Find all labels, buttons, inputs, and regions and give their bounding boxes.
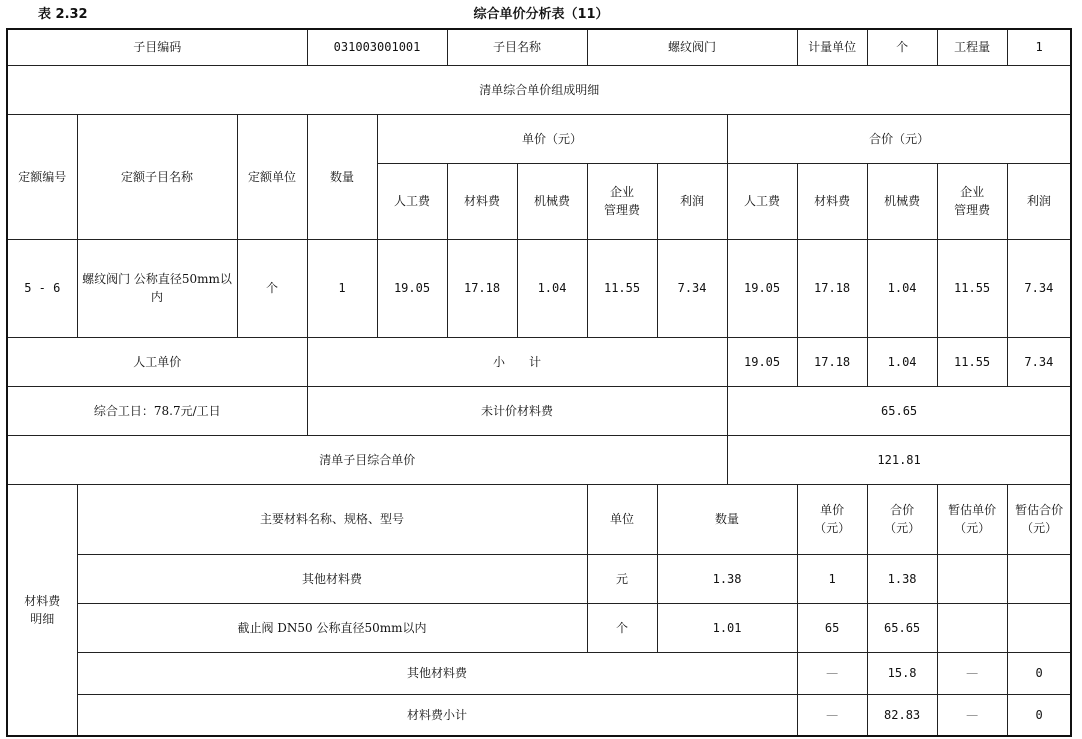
col-quota-name: 定额子目名称 bbox=[77, 114, 237, 239]
col-unit-price-group: 单价（元） bbox=[377, 114, 727, 163]
table-number: 表 2.32 bbox=[38, 7, 88, 22]
col-up-mgmt-l2: 管理费 bbox=[604, 203, 641, 217]
other-materials-total: 15.8 bbox=[867, 652, 937, 694]
mat-qty: 1.01 bbox=[657, 603, 797, 652]
col-tp-mgmt-l1: 企业 bbox=[960, 185, 985, 199]
mat-col-est-total-l2: （元） bbox=[1021, 521, 1058, 535]
workday-row bbox=[7, 386, 1071, 435]
mat-est-unit bbox=[937, 603, 1007, 652]
up-material-value: 17.18 bbox=[447, 239, 517, 337]
mat-col-unit-price-l2: （元） bbox=[814, 521, 851, 535]
composite-price-row bbox=[7, 435, 1071, 484]
col-up-machine: 机械费 bbox=[517, 163, 587, 239]
materials-subtotal-label: 材料费小计 bbox=[77, 694, 797, 736]
qty-label: 工程量 bbox=[937, 29, 1007, 65]
mat-qty: 1.38 bbox=[657, 554, 797, 603]
quota-name: 螺纹阀门 公称直径50mm以内 bbox=[77, 239, 237, 337]
col-total-price-group: 合价（元） bbox=[727, 114, 1071, 163]
materials-side-label-l2: 明细 bbox=[30, 611, 55, 626]
col-tp-machine: 机械费 bbox=[867, 163, 937, 239]
up-machine-value: 1.04 bbox=[517, 239, 587, 337]
mat-unit: 个 bbox=[587, 603, 657, 652]
unit-price-analysis-table bbox=[6, 28, 1072, 737]
mat-unit: 元 bbox=[587, 554, 657, 603]
mat-est-total bbox=[1007, 603, 1071, 652]
mat-est-unit bbox=[937, 554, 1007, 603]
mat-col-unit-price bbox=[797, 484, 867, 554]
col-up-mgmt bbox=[587, 163, 657, 239]
mat-unit-price: 1 bbox=[797, 554, 867, 603]
name-label: 子目名称 bbox=[447, 29, 587, 65]
tp-material-value: 17.18 bbox=[797, 239, 867, 337]
materials-subtotal-est-total: 0 bbox=[1007, 694, 1071, 736]
mat-col-est-total-l1: 暂估合价 bbox=[1015, 503, 1064, 517]
header-row bbox=[7, 29, 1071, 65]
mat-unit-price: 65 bbox=[797, 603, 867, 652]
tp-mgmt-value: 11.55 bbox=[937, 239, 1007, 337]
col-tp-labor: 人工费 bbox=[727, 163, 797, 239]
tp-machine-value: 1.04 bbox=[867, 239, 937, 337]
subtotal-label: 小 计 bbox=[307, 337, 727, 386]
tp-labor-value: 19.05 bbox=[727, 239, 797, 337]
mat-est-total bbox=[1007, 554, 1071, 603]
quota-quantity: 1 bbox=[307, 239, 377, 337]
other-materials-dash: — bbox=[797, 652, 867, 694]
materials-side-label bbox=[7, 484, 77, 736]
tp-profit-value: 7.34 bbox=[1007, 239, 1071, 337]
col-tp-mgmt bbox=[937, 163, 1007, 239]
mat-col-est-unit-l2: （元） bbox=[954, 521, 991, 535]
mat-col-total bbox=[867, 484, 937, 554]
col-up-mgmt-l1: 企业 bbox=[610, 185, 635, 199]
materials-subtotal-dash: — bbox=[797, 694, 867, 736]
subtotal-labor: 19.05 bbox=[727, 337, 797, 386]
col-quota-unit: 定额单位 bbox=[237, 114, 307, 239]
mat-col-est-unit bbox=[937, 484, 1007, 554]
mat-col-total-l1: 合价 bbox=[890, 503, 915, 517]
unit-label: 计量单位 bbox=[797, 29, 867, 65]
mat-col-name: 主要材料名称、规格、型号 bbox=[77, 484, 587, 554]
mat-name: 其他材料费 bbox=[77, 554, 587, 603]
col-up-profit: 利润 bbox=[657, 163, 727, 239]
table-row bbox=[7, 603, 1071, 652]
mat-col-est-total bbox=[1007, 484, 1071, 554]
mat-col-est-unit-l1: 暂估单价 bbox=[948, 503, 997, 517]
quota-code: 5 - 6 bbox=[7, 239, 77, 337]
section-title-row bbox=[7, 65, 1071, 114]
col-tp-profit: 利润 bbox=[1007, 163, 1071, 239]
table-title: 综合单价分析表（11） bbox=[473, 7, 609, 22]
materials-header-row bbox=[7, 484, 1071, 554]
code-value: 031003001001 bbox=[307, 29, 447, 65]
section-title: 清单综合单价组成明细 bbox=[7, 65, 1071, 114]
quota-unit: 个 bbox=[237, 239, 307, 337]
col-up-material: 材料费 bbox=[447, 163, 517, 239]
unit-value: 个 bbox=[867, 29, 937, 65]
up-profit-value: 7.34 bbox=[657, 239, 727, 337]
col-tp-material: 材料费 bbox=[797, 163, 867, 239]
subtotal-material: 17.18 bbox=[797, 337, 867, 386]
table-caption bbox=[0, 0, 1082, 26]
materials-subtotal-row bbox=[7, 694, 1071, 736]
unpriced-material-label: 未计价材料费 bbox=[307, 386, 727, 435]
mat-col-unit-price-l1: 单价 bbox=[820, 503, 845, 517]
mat-total: 1.38 bbox=[867, 554, 937, 603]
composite-price-label: 清单子目综合单价 bbox=[7, 435, 727, 484]
composite-price-value: 121.81 bbox=[727, 435, 1071, 484]
subtotal-row bbox=[7, 337, 1071, 386]
col-quantity: 数量 bbox=[307, 114, 377, 239]
labor-unit-price-label: 人工单价 bbox=[7, 337, 307, 386]
up-labor-value: 19.05 bbox=[377, 239, 447, 337]
quota-row bbox=[7, 239, 1071, 337]
unpriced-material-value: 65.65 bbox=[727, 386, 1071, 435]
column-header-row-1 bbox=[7, 114, 1071, 163]
mat-name: 截止阀 DN50 公称直径50mm以内 bbox=[77, 603, 587, 652]
up-mgmt-value: 11.55 bbox=[587, 239, 657, 337]
workday-label: 综合工日：78.7元/工日 bbox=[7, 386, 307, 435]
code-label: 子目编码 bbox=[7, 29, 307, 65]
col-up-labor: 人工费 bbox=[377, 163, 447, 239]
mat-col-unit: 单位 bbox=[587, 484, 657, 554]
materials-side-label-l1: 材料费 bbox=[24, 593, 61, 608]
mat-col-qty: 数量 bbox=[657, 484, 797, 554]
subtotal-profit: 7.34 bbox=[1007, 337, 1071, 386]
other-materials-est-total: 0 bbox=[1007, 652, 1071, 694]
other-materials-est-dash: — bbox=[937, 652, 1007, 694]
materials-subtotal-total: 82.83 bbox=[867, 694, 937, 736]
other-materials-row bbox=[7, 652, 1071, 694]
mat-col-total-l2: （元） bbox=[884, 521, 921, 535]
other-materials-label: 其他材料费 bbox=[77, 652, 797, 694]
mat-total: 65.65 bbox=[867, 603, 937, 652]
table-row bbox=[7, 554, 1071, 603]
subtotal-machine: 1.04 bbox=[867, 337, 937, 386]
name-value: 螺纹阀门 bbox=[587, 29, 797, 65]
col-quota-code: 定额编号 bbox=[7, 114, 77, 239]
col-tp-mgmt-l2: 管理费 bbox=[954, 203, 991, 217]
subtotal-mgmt: 11.55 bbox=[937, 337, 1007, 386]
qty-value: 1 bbox=[1007, 29, 1071, 65]
materials-subtotal-est-dash: — bbox=[937, 694, 1007, 736]
